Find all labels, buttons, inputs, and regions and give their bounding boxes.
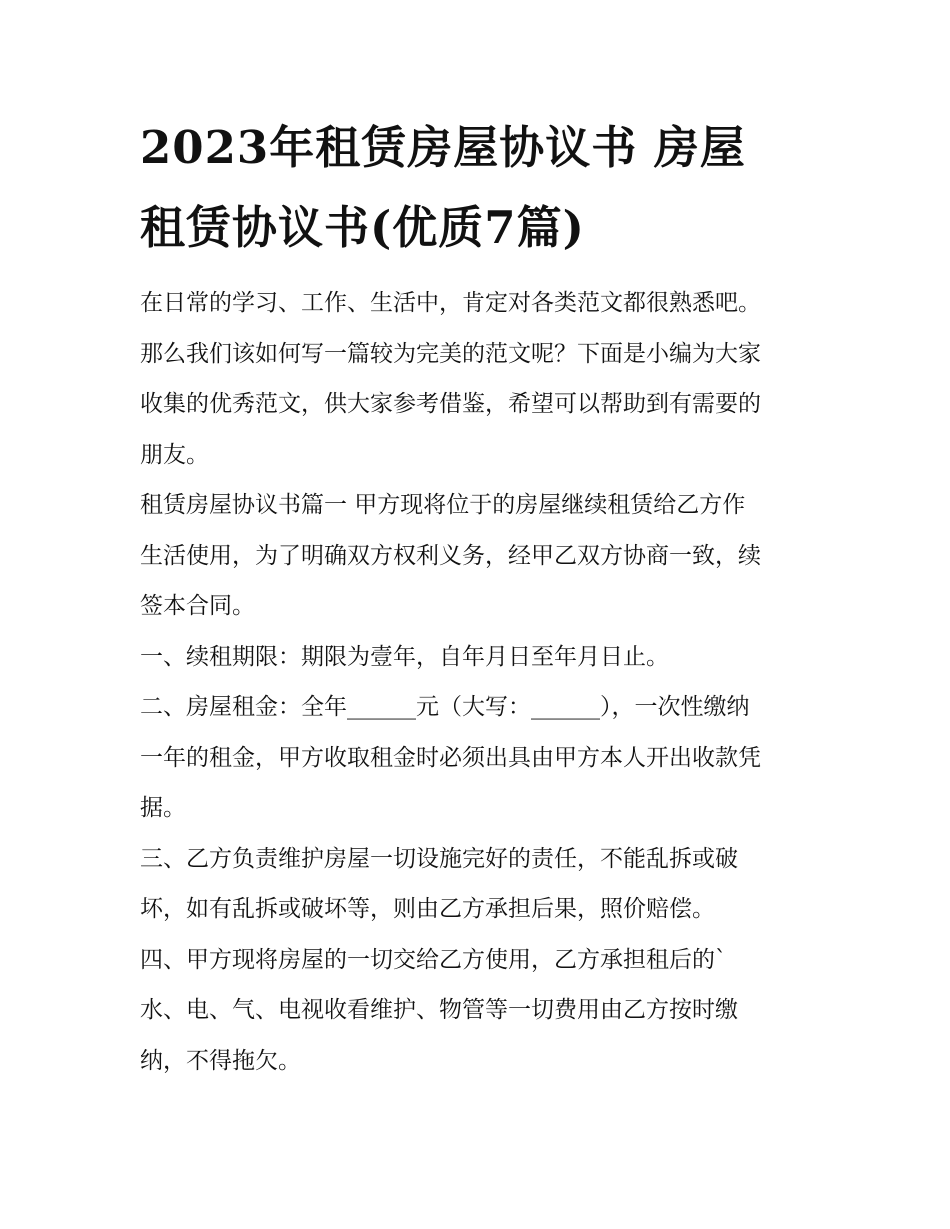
title-line: 2023年租赁房屋协议书 房屋 (140, 121, 746, 174)
text-line: 二、房屋租金：全年______元（大写：______），一次性缴纳 (140, 694, 750, 720)
text-line: 收集的优秀范文，供大家参考借鉴，希望可以帮助到有需要的 (140, 391, 761, 417)
text-line: 水、电、气、电视收看维护、物管等一切费用由乙方按时缴 (140, 997, 738, 1023)
title-line: 租赁协议书(优质7篇) (140, 201, 585, 254)
text-line: 一年的租金，甲方收取租金时必须出具由甲方本人开出收款凭 (140, 744, 761, 771)
clause-2-paragraph (140, 682, 820, 834)
document-body (140, 278, 820, 1086)
text-line: 一、续租期限：期限为壹年，自年月日至年月日止。 (140, 643, 669, 670)
text-line: 三、乙方负责维护房屋一切设施完好的责任，不能乱拆或破 (140, 845, 738, 872)
clause-1-paragraph (140, 632, 820, 683)
clause-4-paragraph (140, 935, 820, 1087)
document-title (140, 108, 820, 268)
text-line: 坏，如有乱拆或破坏等，则由乙方承担后果，照价赔偿。 (140, 896, 715, 922)
agreement-intro-paragraph (140, 480, 820, 632)
text-line: 纳，不得拖欠。 (140, 1047, 301, 1074)
text-line: 四、甲方现将房屋的一切交给乙方使用，乙方承担租后的` (140, 946, 727, 973)
text-line: 在日常的学习、工作、生活中，肯定对各类范文都很熟悉吧。 (140, 290, 761, 316)
text-line: 生活使用，为了明确双方权利义务，经甲乙双方协商一致，续 (140, 542, 761, 569)
intro-paragraph (140, 278, 820, 480)
text-line: 那么我们该如何写一篇较为完美的范文呢？下面是小编为大家 (140, 340, 761, 367)
text-line: 租赁房屋协议书篇一 甲方现将位于的房屋继续租赁给乙方作 (140, 492, 746, 518)
clause-3-paragraph (140, 834, 820, 935)
text-line: 朋友。 (140, 441, 209, 468)
text-line: 据。 (140, 795, 186, 821)
text-line: 签本合同。 (140, 593, 255, 619)
